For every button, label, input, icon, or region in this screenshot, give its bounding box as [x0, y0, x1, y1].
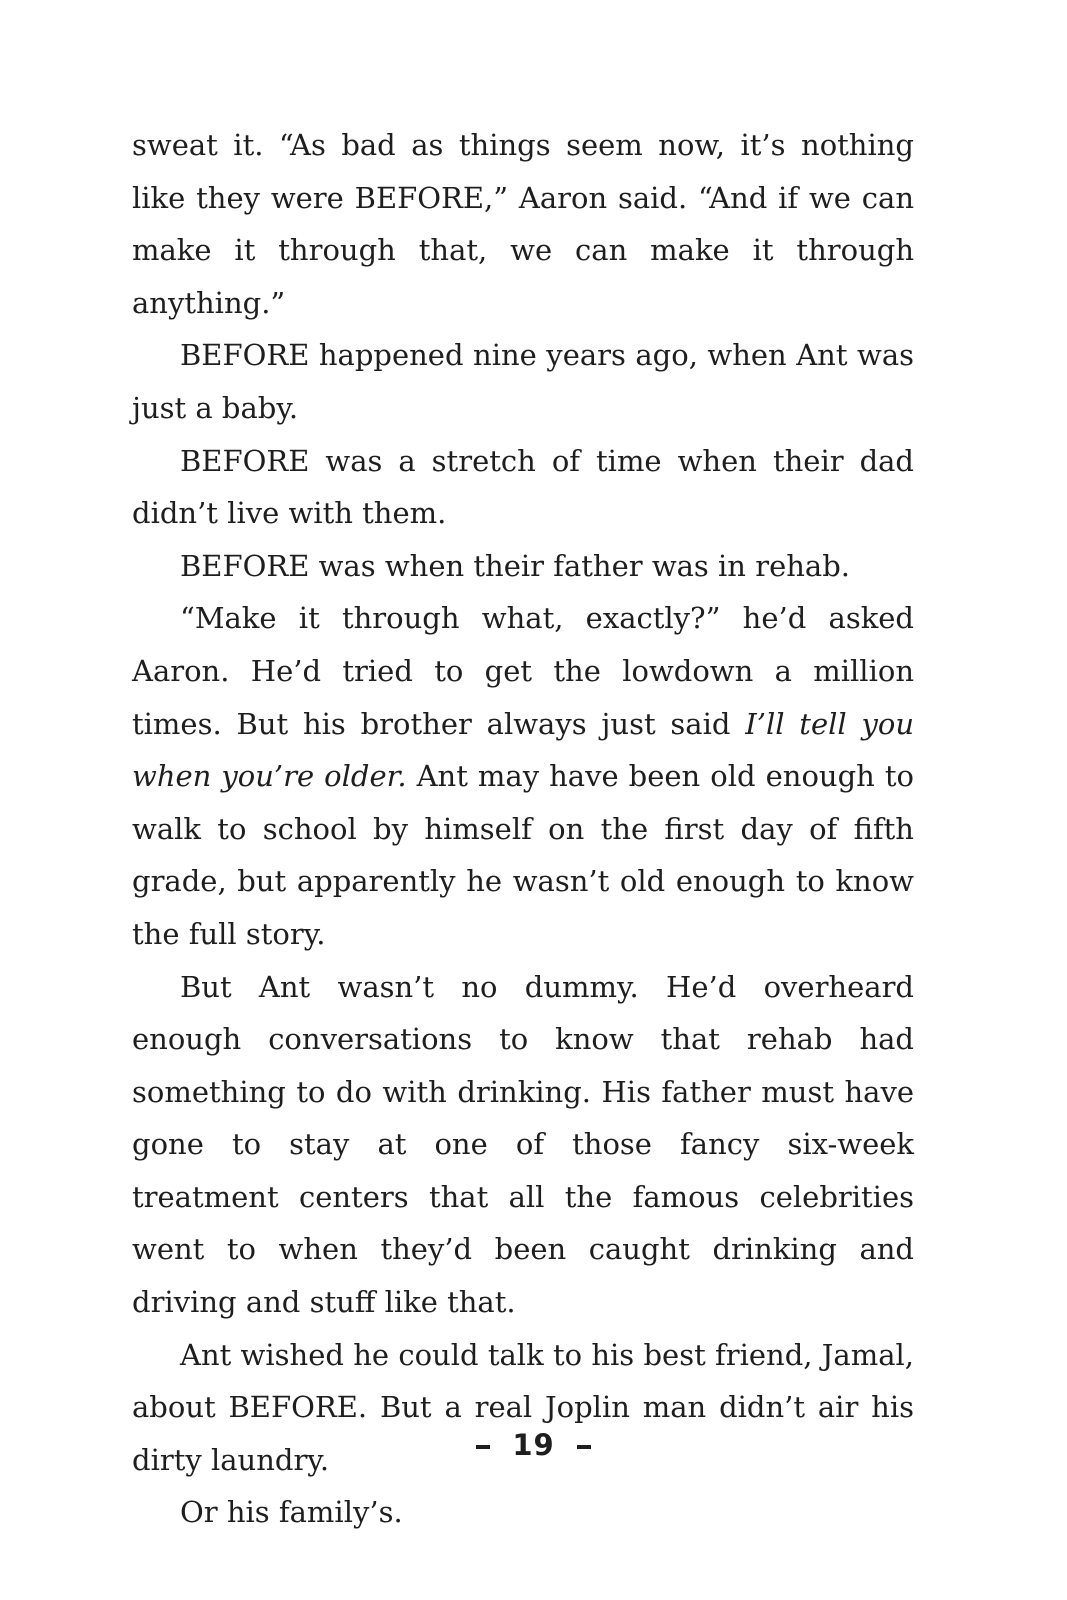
paragraph-8: Or his family’s.: [180, 1495, 403, 1530]
folio-dash-right: [577, 1445, 591, 1449]
page-number: 19: [512, 1428, 555, 1462]
paragraph-7: Ant wished he could talk to his best friend, Jamal, about BEFORE. But a real Joplin man didn’t air his dirty laundry.: [132, 1337, 914, 1477]
paragraph-5-text-end: Ant may have been old enough to walk to school by himself on the first day of fifth grade, but apparently he wasn’t old enough to know the full story.: [132, 759, 914, 951]
body-text: [132, 119, 914, 1539]
page-number-footer: [0, 1428, 1067, 1462]
paragraph-6: But Ant wasn’t no dummy. He’d overheard enough conversations to know that rehab had something to do with drinking. His father must have gone to stay at one of those fancy six-week treatment centers that all the famous celebrities went to when they’d been caught drinking and driving and stuff like that.: [132, 969, 914, 1320]
paragraph-5-italic-quote: I’ll tell you when you’re older.: [132, 706, 914, 794]
paragraph-1: sweat it. “As bad as things seem now, it’s nothing like they were BEFORE,” Aaron said. “And if we can make it through that, we can make it through anything.”: [132, 128, 914, 320]
paragraph-5-text-start: “Make it through what, exactly?” he’d asked Aaron. He’d tried to get the lowdown a million times. But his brother always just said: [132, 601, 914, 741]
paragraph-4: BEFORE was when their father was in rehab.: [180, 548, 850, 583]
paragraph-2: BEFORE happened nine years ago, when Ant was just a baby.: [132, 338, 914, 425]
paragraph-3: BEFORE was a stretch of time when their dad didn’t live with them.: [132, 443, 914, 531]
paragraph-5: [132, 592, 914, 960]
folio-dash-left: [476, 1445, 490, 1449]
